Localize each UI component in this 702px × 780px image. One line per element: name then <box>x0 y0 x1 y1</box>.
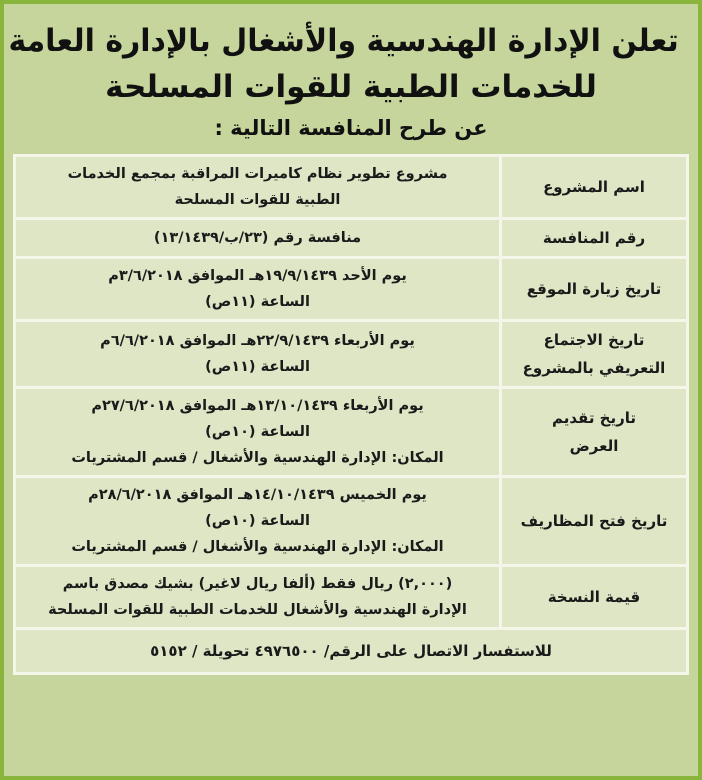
row-value-text: المكان: الإدارة الهندسية والأشغال / قسم المشتريات <box>71 539 444 555</box>
row-value-text: مشروع تطوير نظام كاميرات المراقبة بمجمع الخدمات <box>67 166 448 182</box>
headline-line-1: تعلن الإدارة الهندسية والأشغال بالإدارة العامة <box>8 23 679 59</box>
row-label-text: تاريخ الاجتماع <box>543 331 645 349</box>
row-label-text: رقم المنافسة <box>542 229 646 247</box>
row-value-text: المكان: الإدارة الهندسية والأشغال / قسم المشتريات <box>71 450 444 466</box>
table-row <box>15 156 688 219</box>
row-value <box>15 219 501 258</box>
row-value-text: (٢,٠٠٠) ريال فقط (ألفا ريال لاغير) بشيك مصدق باسم <box>62 576 453 592</box>
row-label <box>501 321 688 388</box>
row-label-text: قيمة النسخة <box>547 588 641 606</box>
row-value-text: الساعة (١٠ص) <box>205 513 310 529</box>
table-row <box>15 477 688 566</box>
row-value <box>15 388 501 477</box>
row-label <box>501 388 688 477</box>
table-row <box>15 566 688 629</box>
headline-line-2-wrap <box>12 64 690 110</box>
row-value-text: الإدارة الهندسية والأشغال للخدمات الطبية للقوات المسلحة <box>48 602 467 618</box>
row-value-text: يوم الأربعاء ٢٢/٩/١٤٣٩هـ الموافق ٦/٦/٢٠١٨م <box>100 333 415 349</box>
row-value-text: الساعة (١١ص) <box>205 359 310 375</box>
row-label-text: تاريخ زيارة الموقع <box>526 280 662 298</box>
contact-info: للاستفسار الاتصال على الرقم/ ٤٩٧٦٥٠٠ تحويلة / ٥١٥٢ <box>15 629 688 674</box>
row-label <box>501 219 688 258</box>
row-value-text: يوم الأربعاء ١٣/١٠/١٤٣٩هـ الموافق ٢٧/٦/٢٠١٨م <box>91 398 424 414</box>
row-value <box>15 566 501 629</box>
row-value <box>15 321 501 388</box>
table-row <box>15 321 688 388</box>
contact-row <box>15 629 688 674</box>
row-label-text: اسم المشروع <box>543 178 645 196</box>
row-label-text: تاريخ تقديم <box>551 409 637 427</box>
row-label <box>501 566 688 629</box>
subheadline: عن طرح المنافسة التالية : <box>214 116 488 140</box>
row-value <box>15 156 501 219</box>
row-value-text: يوم الخميس ١٤/١٠/١٤٣٩هـ الموافق ٢٨/٦/٢٠١٨م <box>88 487 427 503</box>
row-label <box>501 156 688 219</box>
row-value <box>15 258 501 321</box>
headline-line-1-wrap <box>8 18 690 64</box>
table-row <box>15 219 688 258</box>
row-value-text: يوم الأحد ١٩/٩/١٤٣٩هـ الموافق ٣/٦/٢٠١٨م <box>108 268 407 284</box>
table-row <box>15 388 688 477</box>
headline-line-2: للخدمات الطبية للقوات المسلحة <box>105 69 597 105</box>
row-label-text: تاريخ فتح المظاريف <box>520 512 668 530</box>
row-label-text: التعريفي بالمشروع <box>522 359 666 377</box>
table-row <box>15 258 688 321</box>
row-label <box>501 477 688 566</box>
row-value-text: الساعة (١١ص) <box>205 294 310 310</box>
tender-details-table <box>13 154 689 675</box>
row-value <box>15 477 501 566</box>
row-value-text: الطبية للقوات المسلحة <box>174 192 341 208</box>
row-value-text: منافسة رقم (٢٣/ب/١٣/١٤٣٩) <box>153 230 362 246</box>
row-label-text: العرض <box>569 437 619 455</box>
row-value-text: الساعة (١٠ص) <box>205 424 310 440</box>
row-label <box>501 258 688 321</box>
subheadline-wrap <box>12 110 690 146</box>
